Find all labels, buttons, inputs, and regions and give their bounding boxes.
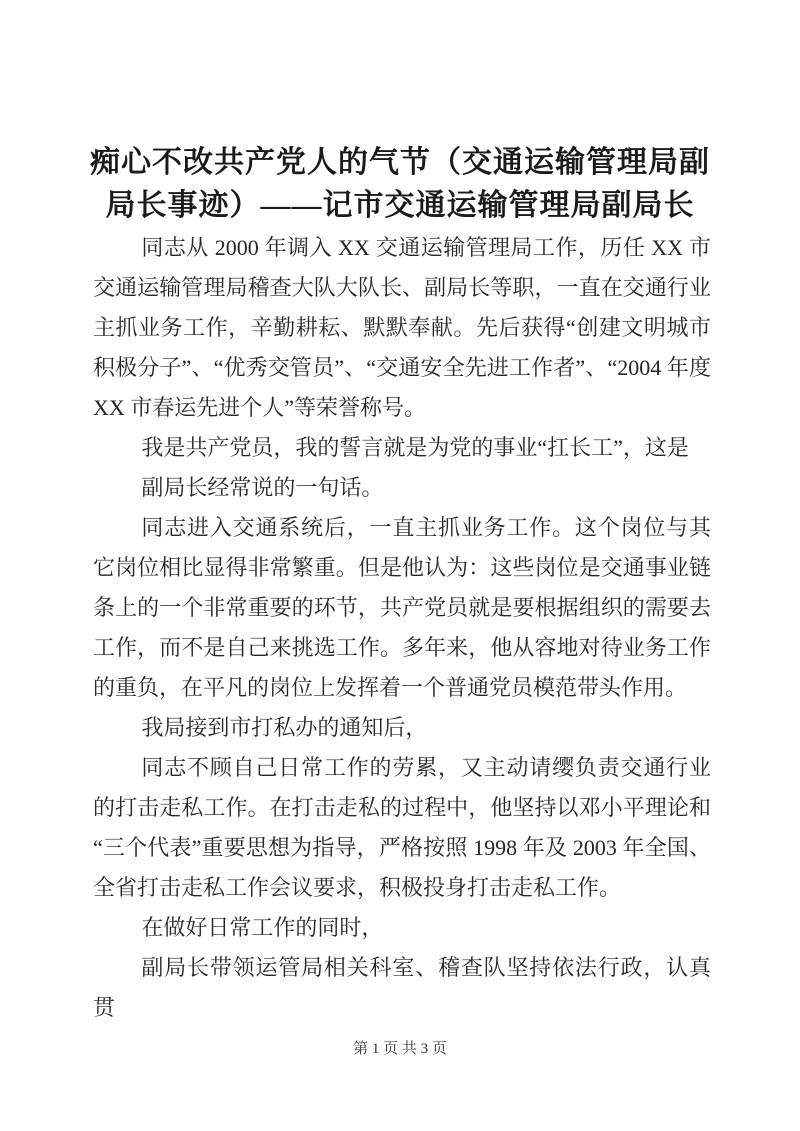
paragraph-work-attitude: 同志进入交通系统后，一直主抓业务工作。这个岗位与其它岗位相比显得非常繁重。但是他认为：这些岗位是交通事业链条上的一个非常重要的环节，共产党员就是要根据组织的需要去工作，而不是自己来挑选工作。多年来，他从容地对待业务工作的重负，在平凡的岗位上发挥着一个普通党员模范带头作用。	[93, 515, 711, 700]
paragraph-pledge: 我是共产党员，我的誓言就是为党的事业“扛长工”，这是	[141, 435, 689, 460]
page-number-indicator: 第 1 页 共 3 页	[353, 1041, 447, 1057]
paragraph-intro: 同志从 2000 年调入 XX 交通运输管理局工作，历任 XX 市交通运输管理局稽查大队大队长、副局长等职，一直在交通行业主抓业务工作，辛勤耕耘、默默奉献。先后获得“创建文明城市积极分子”、“优秀交管员”、“交通安全先进工作者”、“2004 年度 XX 市春运先进个人”等荣誉称号。	[93, 235, 711, 420]
document-title	[0, 0, 800, 227]
paragraph-anti-smuggling: 同志不顾自己日常工作的劳累，又主动请缨负责交通行业的打击走私工作。在打击走私的过程中，他坚持以邓小平理论和“三个代表”重要思想为指导，严格按照 1998 年及 2003 年全国、全省打击走私工作会议要求，积极投身打击走私工作。	[93, 755, 711, 900]
document-title-line-2: 局长事迹）——记市交通运输管理局副局长	[105, 189, 695, 222]
paragraph-pledge-continued: 副局长经常说的一句话。	[141, 475, 384, 500]
paragraph-law-enforcement: 副局长带领运管局相关科室、稽查队坚持依法行政，认真贯	[93, 955, 711, 1020]
document-title-line-1: 痴心不改共产党人的气节（交通运输管理局副	[90, 146, 710, 179]
paragraph-daily-work: 在做好日常工作的同时，	[141, 915, 384, 940]
paragraph-notice: 我局接到市打私办的通知后，	[141, 715, 428, 740]
document-body	[0, 227, 800, 1028]
